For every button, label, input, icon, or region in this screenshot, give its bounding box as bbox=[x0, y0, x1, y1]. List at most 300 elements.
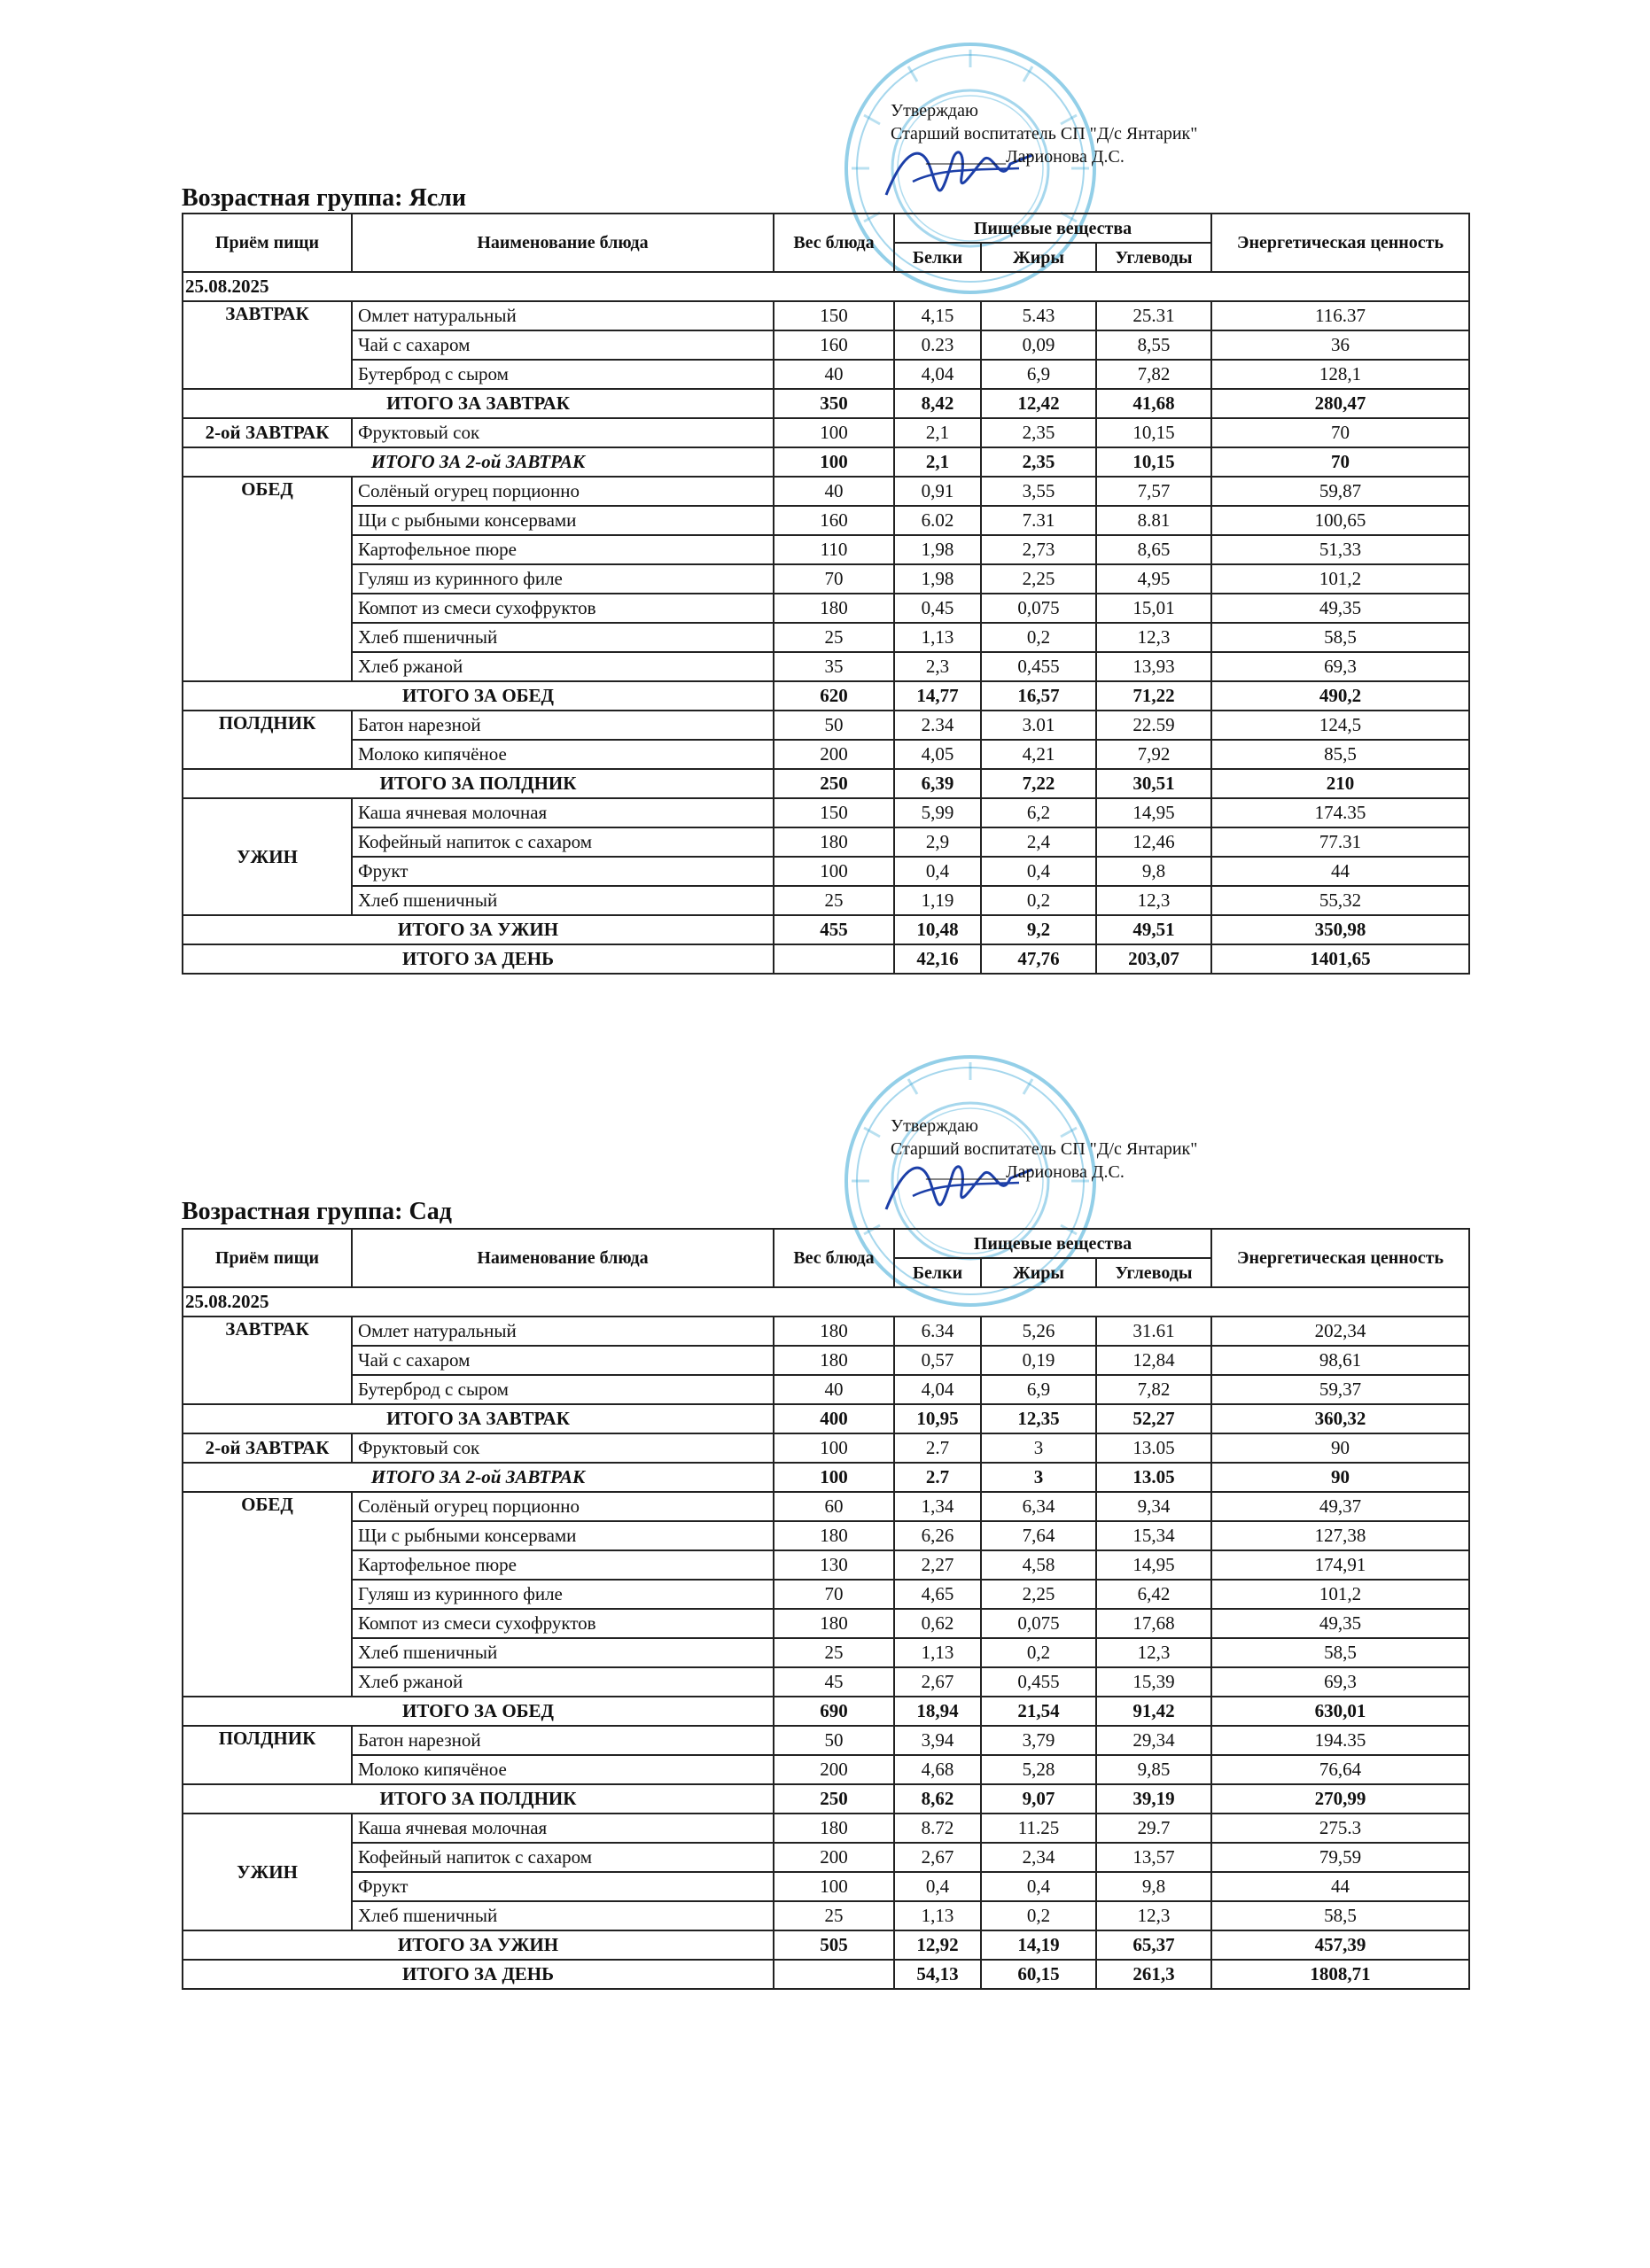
table-row bbox=[183, 535, 1469, 564]
total-carbs: 52,27 bbox=[1096, 1404, 1211, 1433]
dish-weight: 180 bbox=[774, 1609, 894, 1638]
dish-carbs: 7,82 bbox=[1096, 360, 1211, 389]
dish-weight: 100 bbox=[774, 418, 894, 447]
menu-date: 25.08.2025 bbox=[183, 272, 1469, 301]
dish-name: Каша ячневая молочная bbox=[352, 798, 774, 827]
day-total-protein: 54,13 bbox=[894, 1960, 981, 1989]
dish-protein: 0,45 bbox=[894, 594, 981, 623]
total-protein: 12,92 bbox=[894, 1930, 981, 1960]
column-header-carbs: Углеводы bbox=[1096, 243, 1211, 272]
dish-protein: 1,98 bbox=[894, 535, 981, 564]
table-row bbox=[183, 330, 1469, 360]
total-weight: 505 bbox=[774, 1930, 894, 1960]
total-energy: 350,98 bbox=[1211, 915, 1469, 944]
approval-line-1: Утверждаю bbox=[891, 1116, 978, 1136]
table-row bbox=[183, 886, 1469, 915]
dish-energy: 174,91 bbox=[1211, 1550, 1469, 1580]
dish-name: Картофельное пюре bbox=[352, 1550, 774, 1580]
total-fat: 12,35 bbox=[981, 1404, 1096, 1433]
dish-name: Омлет натуральный bbox=[352, 1317, 774, 1346]
dish-carbs: 12,46 bbox=[1096, 827, 1211, 857]
meal-total-label: ИТОГО ЗА ЗАВТРАК bbox=[183, 1404, 774, 1433]
dish-name: Каша ячневая молочная bbox=[352, 1814, 774, 1843]
dish-protein: 2.34 bbox=[894, 711, 981, 740]
dish-name: Батон нарезной bbox=[352, 711, 774, 740]
meal-total-row bbox=[183, 1930, 1469, 1960]
day-total-row bbox=[183, 944, 1469, 974]
dish-protein: 6.34 bbox=[894, 1317, 981, 1346]
dish-energy: 49,35 bbox=[1211, 1609, 1469, 1638]
column-header-protein: Белки bbox=[894, 243, 981, 272]
dish-energy: 100,65 bbox=[1211, 506, 1469, 535]
column-header-weight: Вес блюда bbox=[774, 1229, 894, 1287]
dish-protein: 0,91 bbox=[894, 477, 981, 506]
dish-carbs: 9,85 bbox=[1096, 1755, 1211, 1784]
table-row bbox=[183, 418, 1469, 447]
dish-protein: 3,94 bbox=[894, 1726, 981, 1755]
meal-total-label: ИТОГО ЗА УЖИН bbox=[183, 1930, 774, 1960]
dish-name: Омлет натуральный bbox=[352, 301, 774, 330]
meal-total-row bbox=[183, 681, 1469, 711]
dish-name: Хлеб пшеничный bbox=[352, 886, 774, 915]
dish-fat: 4,21 bbox=[981, 740, 1096, 769]
dish-protein: 0,4 bbox=[894, 1872, 981, 1901]
column-header-meal: Приём пищи bbox=[183, 1229, 352, 1287]
total-carbs: 49,51 bbox=[1096, 915, 1211, 944]
total-fat: 2,35 bbox=[981, 447, 1096, 477]
approval-line-2: Старший воспитатель СП "Д/с Янтарик" bbox=[891, 1139, 1198, 1159]
dish-weight: 40 bbox=[774, 477, 894, 506]
dish-name: Кофейный напиток с сахаром bbox=[352, 827, 774, 857]
dish-fat: 2,73 bbox=[981, 535, 1096, 564]
column-header-energy: Энергетическая ценность bbox=[1211, 214, 1469, 272]
column-header-protein: Белки bbox=[894, 1258, 981, 1287]
dish-name: Компот из смеси сухофруктов bbox=[352, 594, 774, 623]
menu-table bbox=[182, 213, 1470, 975]
menu-table bbox=[182, 1228, 1470, 1990]
dish-carbs: 7,92 bbox=[1096, 740, 1211, 769]
total-carbs: 10,15 bbox=[1096, 447, 1211, 477]
dish-name: Бутерброд с сыром bbox=[352, 360, 774, 389]
total-fat: 21,54 bbox=[981, 1697, 1096, 1726]
table-row bbox=[183, 740, 1469, 769]
dish-energy: 174.35 bbox=[1211, 798, 1469, 827]
table-row bbox=[183, 1814, 1469, 1843]
dish-weight: 100 bbox=[774, 857, 894, 886]
dish-weight: 110 bbox=[774, 535, 894, 564]
dish-weight: 180 bbox=[774, 1521, 894, 1550]
dish-weight: 200 bbox=[774, 740, 894, 769]
dish-weight: 60 bbox=[774, 1492, 894, 1521]
meal-name: ЗАВТРАК bbox=[183, 301, 352, 389]
dish-protein: 0,62 bbox=[894, 1609, 981, 1638]
day-total-row bbox=[183, 1960, 1469, 1989]
dish-fat: 5,26 bbox=[981, 1317, 1096, 1346]
dish-energy: 194.35 bbox=[1211, 1726, 1469, 1755]
column-header-carbs: Углеводы bbox=[1096, 1258, 1211, 1287]
dish-energy: 98,61 bbox=[1211, 1346, 1469, 1375]
dish-weight: 160 bbox=[774, 506, 894, 535]
dish-name: Хлеб пшеничный bbox=[352, 623, 774, 652]
dish-carbs: 8,55 bbox=[1096, 330, 1211, 360]
dish-energy: 49,37 bbox=[1211, 1492, 1469, 1521]
dish-carbs: 17,68 bbox=[1096, 1609, 1211, 1638]
dish-carbs: 4,95 bbox=[1096, 564, 1211, 594]
meal-name: ОБЕД bbox=[183, 1492, 352, 1697]
meal-name: ОБЕД bbox=[183, 477, 352, 681]
dish-weight: 100 bbox=[774, 1872, 894, 1901]
dish-carbs: 29.7 bbox=[1096, 1814, 1211, 1843]
dish-fat: 0,455 bbox=[981, 1667, 1096, 1697]
day-total-fat: 60,15 bbox=[981, 1960, 1096, 1989]
total-energy: 280,47 bbox=[1211, 389, 1469, 418]
total-protein: 14,77 bbox=[894, 681, 981, 711]
meal-total-row bbox=[183, 1404, 1469, 1433]
dish-protein: 1,34 bbox=[894, 1492, 981, 1521]
dish-protein: 2,1 bbox=[894, 418, 981, 447]
dish-fat: 7.31 bbox=[981, 506, 1096, 535]
total-fat: 16,57 bbox=[981, 681, 1096, 711]
column-header-nutrients: Пищевые вещества bbox=[894, 1229, 1211, 1258]
total-fat: 12,42 bbox=[981, 389, 1096, 418]
dish-carbs: 15,34 bbox=[1096, 1521, 1211, 1550]
table-row bbox=[183, 1521, 1469, 1550]
dish-carbs: 9,34 bbox=[1096, 1492, 1211, 1521]
dish-carbs: 13,57 bbox=[1096, 1843, 1211, 1872]
total-carbs: 71,22 bbox=[1096, 681, 1211, 711]
dish-fat: 0,4 bbox=[981, 857, 1096, 886]
dish-weight: 180 bbox=[774, 1317, 894, 1346]
total-weight: 250 bbox=[774, 1784, 894, 1814]
table-row bbox=[183, 1609, 1469, 1638]
table-row bbox=[183, 1667, 1469, 1697]
total-protein: 2,1 bbox=[894, 447, 981, 477]
dish-name: Фрукт bbox=[352, 1872, 774, 1901]
meal-total-label: ИТОГО ЗА УЖИН bbox=[183, 915, 774, 944]
table-row bbox=[183, 1843, 1469, 1872]
dish-energy: 49,35 bbox=[1211, 594, 1469, 623]
dish-protein: 0,4 bbox=[894, 857, 981, 886]
table-row bbox=[183, 1638, 1469, 1667]
dish-weight: 25 bbox=[774, 886, 894, 915]
column-header-nutrients: Пищевые вещества bbox=[894, 214, 1211, 243]
table-row bbox=[183, 1375, 1469, 1404]
dish-name: Чай с сахаром bbox=[352, 1346, 774, 1375]
dish-weight: 150 bbox=[774, 301, 894, 330]
dish-energy: 58,5 bbox=[1211, 1901, 1469, 1930]
total-energy: 270,99 bbox=[1211, 1784, 1469, 1814]
day-total-weight bbox=[774, 1960, 894, 1989]
total-weight: 690 bbox=[774, 1697, 894, 1726]
dish-carbs: 13,93 bbox=[1096, 652, 1211, 681]
total-fat: 9,2 bbox=[981, 915, 1096, 944]
total-fat: 9,07 bbox=[981, 1784, 1096, 1814]
total-protein: 8,62 bbox=[894, 1784, 981, 1814]
table-row bbox=[183, 652, 1469, 681]
dish-protein: 1,98 bbox=[894, 564, 981, 594]
table-row bbox=[183, 564, 1469, 594]
dish-carbs: 31.61 bbox=[1096, 1317, 1211, 1346]
dish-carbs: 12,3 bbox=[1096, 1638, 1211, 1667]
total-energy: 630,01 bbox=[1211, 1697, 1469, 1726]
dish-fat: 3,79 bbox=[981, 1726, 1096, 1755]
dish-energy: 202,34 bbox=[1211, 1317, 1469, 1346]
dish-energy: 70 bbox=[1211, 418, 1469, 447]
dish-energy: 85,5 bbox=[1211, 740, 1469, 769]
dish-carbs: 29,34 bbox=[1096, 1726, 1211, 1755]
total-energy: 70 bbox=[1211, 447, 1469, 477]
dish-fat: 0,075 bbox=[981, 594, 1096, 623]
dish-energy: 58,5 bbox=[1211, 623, 1469, 652]
dish-energy: 101,2 bbox=[1211, 564, 1469, 594]
dish-fat: 2,25 bbox=[981, 1580, 1096, 1609]
dish-name: Гуляш из куринного филе bbox=[352, 564, 774, 594]
dish-fat: 6,9 bbox=[981, 1375, 1096, 1404]
total-carbs: 30,51 bbox=[1096, 769, 1211, 798]
dish-name: Хлеб ржаной bbox=[352, 1667, 774, 1697]
dish-energy: 59,87 bbox=[1211, 477, 1469, 506]
dish-name: Щи с рыбными консервами bbox=[352, 1521, 774, 1550]
dish-carbs: 15,01 bbox=[1096, 594, 1211, 623]
dish-carbs: 7,57 bbox=[1096, 477, 1211, 506]
menu-date: 25.08.2025 bbox=[183, 1287, 1469, 1317]
dish-protein: 1,13 bbox=[894, 1901, 981, 1930]
total-protein: 6,39 bbox=[894, 769, 981, 798]
table-row bbox=[183, 1433, 1469, 1463]
dish-fat: 0,455 bbox=[981, 652, 1096, 681]
table-row bbox=[183, 506, 1469, 535]
dish-carbs: 8.81 bbox=[1096, 506, 1211, 535]
dish-carbs: 14,95 bbox=[1096, 798, 1211, 827]
dish-energy: 69,3 bbox=[1211, 1667, 1469, 1697]
meal-name: 2-ой ЗАВТРАК bbox=[183, 418, 352, 447]
dish-weight: 180 bbox=[774, 1346, 894, 1375]
dish-protein: 1,19 bbox=[894, 886, 981, 915]
table-row bbox=[183, 1901, 1469, 1930]
dish-weight: 160 bbox=[774, 330, 894, 360]
column-header-weight: Вес блюда bbox=[774, 214, 894, 272]
dish-name: Хлеб пшеничный bbox=[352, 1901, 774, 1930]
total-fat: 3 bbox=[981, 1463, 1096, 1492]
dish-name: Молоко кипячёное bbox=[352, 1755, 774, 1784]
dish-weight: 50 bbox=[774, 711, 894, 740]
dish-fat: 0,2 bbox=[981, 1901, 1096, 1930]
column-header-dish: Наименование блюда bbox=[352, 1229, 774, 1287]
total-protein: 2.7 bbox=[894, 1463, 981, 1492]
meal-name: УЖИН bbox=[183, 1814, 352, 1930]
table-row bbox=[183, 594, 1469, 623]
total-carbs: 39,19 bbox=[1096, 1784, 1211, 1814]
meal-name: ПОЛДНИК bbox=[183, 1726, 352, 1784]
total-weight: 100 bbox=[774, 1463, 894, 1492]
dish-weight: 70 bbox=[774, 564, 894, 594]
dish-fat: 2,35 bbox=[981, 418, 1096, 447]
table-row bbox=[183, 1346, 1469, 1375]
table-row bbox=[183, 1872, 1469, 1901]
dish-name: Щи с рыбными консервами bbox=[352, 506, 774, 535]
dish-fat: 6,2 bbox=[981, 798, 1096, 827]
dish-fat: 0,2 bbox=[981, 886, 1096, 915]
day-total-label: ИТОГО ЗА ДЕНЬ bbox=[183, 1960, 774, 1989]
day-total-carbs: 203,07 bbox=[1096, 944, 1211, 974]
table-row bbox=[183, 711, 1469, 740]
dish-carbs: 14,95 bbox=[1096, 1550, 1211, 1580]
dish-carbs: 6,42 bbox=[1096, 1580, 1211, 1609]
dish-energy: 51,33 bbox=[1211, 535, 1469, 564]
dish-fat: 0,2 bbox=[981, 1638, 1096, 1667]
meal-total-label: ИТОГО ЗА ПОЛДНИК bbox=[183, 769, 774, 798]
dish-fat: 0,4 bbox=[981, 1872, 1096, 1901]
total-protein: 10,95 bbox=[894, 1404, 981, 1433]
dish-weight: 100 bbox=[774, 1433, 894, 1463]
dish-energy: 101,2 bbox=[1211, 1580, 1469, 1609]
dish-protein: 0.23 bbox=[894, 330, 981, 360]
table-row bbox=[183, 1492, 1469, 1521]
table-row bbox=[183, 1550, 1469, 1580]
dish-fat: 0,2 bbox=[981, 623, 1096, 652]
total-fat: 7,22 bbox=[981, 769, 1096, 798]
dish-energy: 275.3 bbox=[1211, 1814, 1469, 1843]
approval-block bbox=[891, 99, 1197, 168]
dish-carbs: 10,15 bbox=[1096, 418, 1211, 447]
dish-name: Бутерброд с сыром bbox=[352, 1375, 774, 1404]
dish-fat: 2,25 bbox=[981, 564, 1096, 594]
dish-name: Хлеб пшеничный bbox=[352, 1638, 774, 1667]
dish-weight: 200 bbox=[774, 1843, 894, 1872]
total-weight: 400 bbox=[774, 1404, 894, 1433]
dish-weight: 25 bbox=[774, 623, 894, 652]
dish-name: Фруктовый сок bbox=[352, 418, 774, 447]
total-protein: 8,42 bbox=[894, 389, 981, 418]
dish-name: Картофельное пюре bbox=[352, 535, 774, 564]
total-carbs: 91,42 bbox=[1096, 1697, 1211, 1726]
dish-carbs: 9,8 bbox=[1096, 1872, 1211, 1901]
total-energy: 90 bbox=[1211, 1463, 1469, 1492]
dish-fat: 2,34 bbox=[981, 1843, 1096, 1872]
dish-fat: 0,075 bbox=[981, 1609, 1096, 1638]
dish-fat: 3 bbox=[981, 1433, 1096, 1463]
dish-fat: 6,9 bbox=[981, 360, 1096, 389]
day-total-energy: 1401,65 bbox=[1211, 944, 1469, 974]
dish-name: Кофейный напиток с сахаром bbox=[352, 1843, 774, 1872]
dish-protein: 1,13 bbox=[894, 623, 981, 652]
dish-protein: 2,67 bbox=[894, 1667, 981, 1697]
day-total-fat: 47,76 bbox=[981, 944, 1096, 974]
dish-energy: 44 bbox=[1211, 857, 1469, 886]
meal-total-label: ИТОГО ЗА ЗАВТРАК bbox=[183, 389, 774, 418]
header-row bbox=[183, 1229, 1469, 1258]
total-carbs: 65,37 bbox=[1096, 1930, 1211, 1960]
dish-energy: 124,5 bbox=[1211, 711, 1469, 740]
table-row bbox=[183, 477, 1469, 506]
dish-weight: 25 bbox=[774, 1901, 894, 1930]
dish-weight: 180 bbox=[774, 1814, 894, 1843]
dish-protein: 6.02 bbox=[894, 506, 981, 535]
meal-total-label: ИТОГО ЗА 2-ой ЗАВТРАК bbox=[183, 447, 774, 477]
dish-energy: 77.31 bbox=[1211, 827, 1469, 857]
dish-fat: 5,28 bbox=[981, 1755, 1096, 1784]
dish-carbs: 12,3 bbox=[1096, 886, 1211, 915]
dish-fat: 0,19 bbox=[981, 1346, 1096, 1375]
meal-total-label: ИТОГО ЗА 2-ой ЗАВТРАК bbox=[183, 1463, 774, 1492]
dish-fat: 7,64 bbox=[981, 1521, 1096, 1550]
dish-protein: 5,99 bbox=[894, 798, 981, 827]
dish-name: Солёный огурец порционно bbox=[352, 1492, 774, 1521]
dish-weight: 70 bbox=[774, 1580, 894, 1609]
day-total-label: ИТОГО ЗА ДЕНЬ bbox=[183, 944, 774, 974]
dish-energy: 79,59 bbox=[1211, 1843, 1469, 1872]
dish-protein: 4,04 bbox=[894, 1375, 981, 1404]
column-header-fat: Жиры bbox=[981, 1258, 1096, 1287]
total-weight: 100 bbox=[774, 447, 894, 477]
table-row bbox=[183, 301, 1469, 330]
table-row bbox=[183, 1726, 1469, 1755]
total-energy: 457,39 bbox=[1211, 1930, 1469, 1960]
dish-fat: 5.43 bbox=[981, 301, 1096, 330]
dish-carbs: 22.59 bbox=[1096, 711, 1211, 740]
day-total-energy: 1808,71 bbox=[1211, 1960, 1469, 1989]
total-protein: 10,48 bbox=[894, 915, 981, 944]
meal-total-row bbox=[183, 915, 1469, 944]
dish-carbs: 13.05 bbox=[1096, 1433, 1211, 1463]
meal-name: ЗАВТРАК bbox=[183, 1317, 352, 1404]
dish-energy: 127,38 bbox=[1211, 1521, 1469, 1550]
total-protein: 18,94 bbox=[894, 1697, 981, 1726]
meal-total-row bbox=[183, 1463, 1469, 1492]
dish-carbs: 12,3 bbox=[1096, 1901, 1211, 1930]
dish-weight: 150 bbox=[774, 798, 894, 827]
meal-name: ПОЛДНИК bbox=[183, 711, 352, 769]
dish-protein: 2,67 bbox=[894, 1843, 981, 1872]
dish-name: Солёный огурец порционно bbox=[352, 477, 774, 506]
dish-protein: 4,15 bbox=[894, 301, 981, 330]
dish-energy: 90 bbox=[1211, 1433, 1469, 1463]
dish-name: Молоко кипячёное bbox=[352, 740, 774, 769]
dish-carbs: 8,65 bbox=[1096, 535, 1211, 564]
dish-carbs: 9,8 bbox=[1096, 857, 1211, 886]
dish-weight: 40 bbox=[774, 360, 894, 389]
total-energy: 360,32 bbox=[1211, 1404, 1469, 1433]
dish-energy: 116.37 bbox=[1211, 301, 1469, 330]
dish-protein: 1,13 bbox=[894, 1638, 981, 1667]
total-carbs: 13.05 bbox=[1096, 1463, 1211, 1492]
total-weight: 350 bbox=[774, 389, 894, 418]
dish-name: Батон нарезной bbox=[352, 1726, 774, 1755]
dish-protein: 2,27 bbox=[894, 1550, 981, 1580]
dish-weight: 180 bbox=[774, 827, 894, 857]
total-energy: 210 bbox=[1211, 769, 1469, 798]
table-row bbox=[183, 1580, 1469, 1609]
dish-protein: 2,3 bbox=[894, 652, 981, 681]
dish-energy: 76,64 bbox=[1211, 1755, 1469, 1784]
meal-total-row bbox=[183, 447, 1469, 477]
dish-carbs: 7,82 bbox=[1096, 1375, 1211, 1404]
dish-weight: 45 bbox=[774, 1667, 894, 1697]
table-row bbox=[183, 623, 1469, 652]
total-energy: 490,2 bbox=[1211, 681, 1469, 711]
dish-protein: 4,68 bbox=[894, 1755, 981, 1784]
dish-protein: 4,65 bbox=[894, 1580, 981, 1609]
dish-name: Фруктовый сок bbox=[352, 1433, 774, 1463]
table-row bbox=[183, 360, 1469, 389]
dish-fat: 0,09 bbox=[981, 330, 1096, 360]
dish-weight: 180 bbox=[774, 594, 894, 623]
dish-weight: 25 bbox=[774, 1638, 894, 1667]
meal-total-row bbox=[183, 1784, 1469, 1814]
dish-fat: 3.01 bbox=[981, 711, 1096, 740]
dish-fat: 6,34 bbox=[981, 1492, 1096, 1521]
dish-energy: 59,37 bbox=[1211, 1375, 1469, 1404]
